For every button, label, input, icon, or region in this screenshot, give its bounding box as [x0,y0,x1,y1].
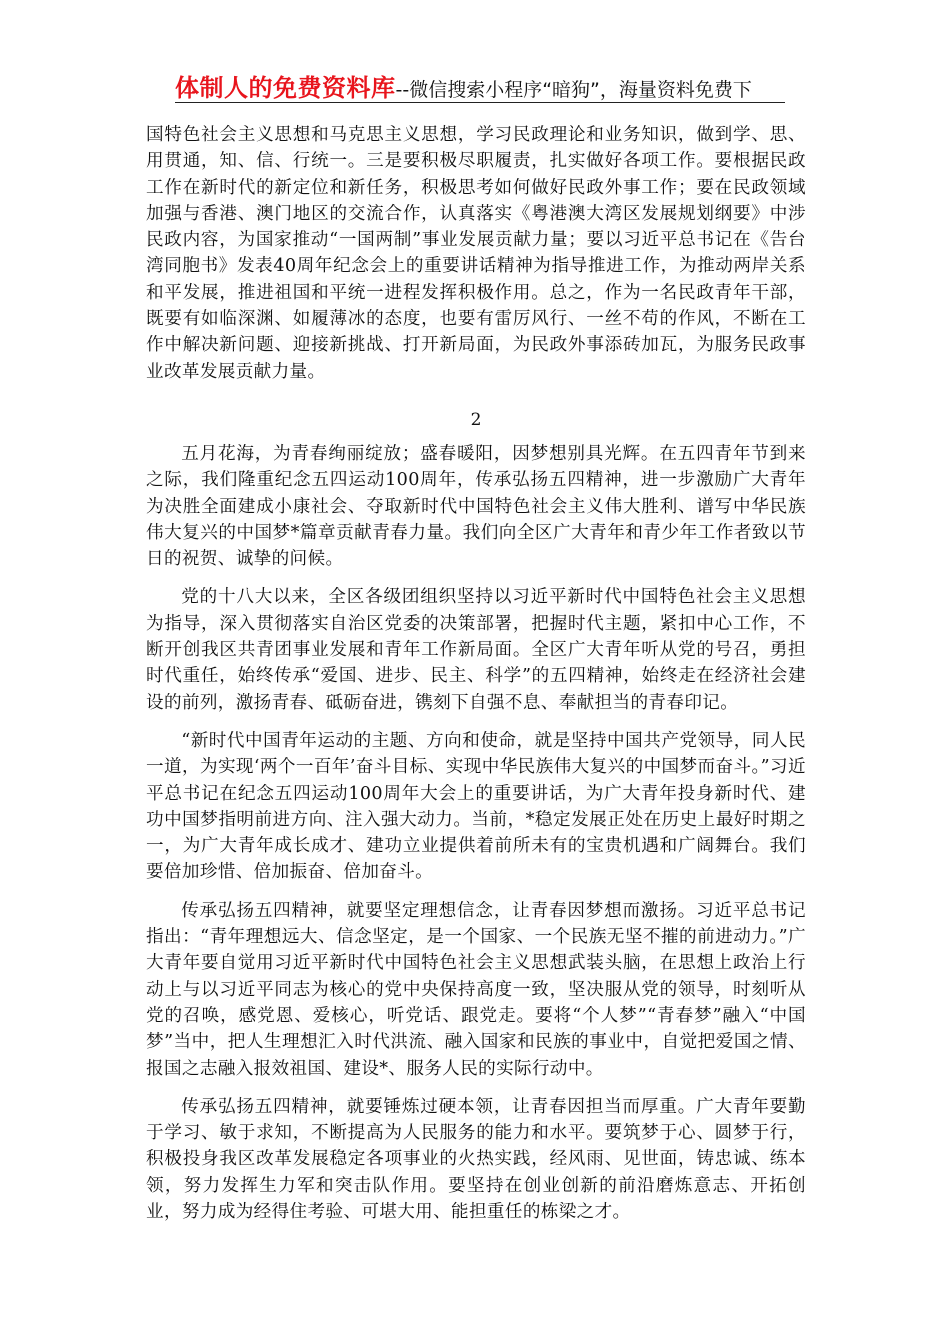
continuation-paragraph: 国特色社会主义思想和马克思主义思想，学习民政理论和业务知识，做到学、思、用贯通，知、信、行统一。三是要积极尽职履责，扎实做好各项工作。要根据民政工作在新时代的新定位和新任务，积极思考如何做好民政外事工作；要在民政领域加强与香港、澳门地区的交流合作，认真落实《粤港澳大湾区发展规划纲要》中涉民政内容，为国家推动“一国两制”事业发展贡献力量；要以习近平总书记在《告台湾同胞书》发表40周年纪念会上的重要讲话精神为指导推进工作，为推动两岸关系和平发展，推进祖国和平统一进程发挥积极作用。总之，作为一名民政青年干部，既要有如临深渊、如履薄冰的态度，也要有雷厉风行、一丝不苟的作风，不断在工作中解决新问题、迎接新挑战、打开新局面，为民政外事添砖加瓦，为服务民政事业改革发展贡献力量。 [146,125,806,382]
page-header [175,68,785,103]
header-tagline: --微信搜索小程序“暗狗”，海量资料免费下 [395,79,752,101]
paragraph-4: 传承弘扬五四精神，就要坚定理想信念，让青春因梦想而激扬。习近平总书记指出：“青年理想远大、信念坚定，是一个国家、一个民族无坚不摧的前进动力。”广大青年要自觉用习近平新时代中国特色社会主义思想武装头脑，在思想上政治上行动上与以习近平同志为核心的党中央保持高度一致，坚决服从党的领导，时刻听从党的召唤，感党恩、爱核心，听党话、跟党走。要将“个人梦”“青春梦”融入“中国梦”当中，把人生理想汇入时代洪流、融入国家和民族的事业中，自觉把爱国之情、报国之志融入报效祖国、建设*、服务人民的实际行动中。 [146,900,806,1079]
header-brand: 体制人的免费资料库 [175,74,396,102]
section-number: 2 [470,409,482,430]
paragraph-3: “新时代中国青年运动的主题、方向和使命，就是坚持中国共产党领导，同人民一道，为实现‘两个一百年’奋斗目标、实现中华民族伟大复兴的中国梦而奋斗。”习近平总书记在纪念五四运动100周年大会上的重要讲话，为广大青年投身新时代、建功中国梦指明前进方向、注入强大动力。当前，*稳定发展正处在历史上最好时期之一，为广大青年成长成才、建功立业提供着前所未有的宝贵机遇和广阔舞台。我们要倍加珍惜、倍加振奋、倍加奋斗。 [146,730,806,883]
paragraph-1: 五月花海，为青春绚丽绽放；盛春暖阳，因梦想别具光辉。在五四青年节到来之际，我们隆重纪念五四运动100周年，传承弘扬五四精神，进一步激励广大青年为决胜全面建成小康社会、夺取新时代中国特色社会主义伟大胜利、谱写中华民族伟大复兴的中国梦*篇章贡献青春力量。我们向全区广大青年和青少年工作者致以节日的祝贺、诚挚的问候。 [146,443,806,570]
paragraph-2: 党的十八大以来，全区各级团组织坚持以习近平新时代中国特色社会主义思想为指导，深入贯彻落实自治区党委的决策部署，把握时代主题，紧扣中心工作，不断开创我区共青团事业发展和青年工作新局面。全区广大青年听从党的号召，勇担时代重任，始终传承“爱国、进步、民主、科学”的五四精神，始终走在经济社会建设的前列，激扬青春、砥砺奋进，镌刻下自强不息、奉献担当的青春印记。 [146,587,806,713]
paragraph-5: 传承弘扬五四精神，就要锤炼过硬本领，让青春因担当而厚重。广大青年要勤于学习、敏于求知，不断提高为人民服务的能力和水平。要筑梦于心、圆梦于行，积极投身我区改革发展稳定各项事业的火热实践，经风雨、见世面，铸忠诚、练本领，努力发挥生力军和突击队作用。要坚持在创业创新的前沿磨炼意志、开拓创业，努力成为经得住考验、可堪大用、能担重任的栋梁之才。 [146,1096,806,1222]
document-body [146,122,806,1225]
